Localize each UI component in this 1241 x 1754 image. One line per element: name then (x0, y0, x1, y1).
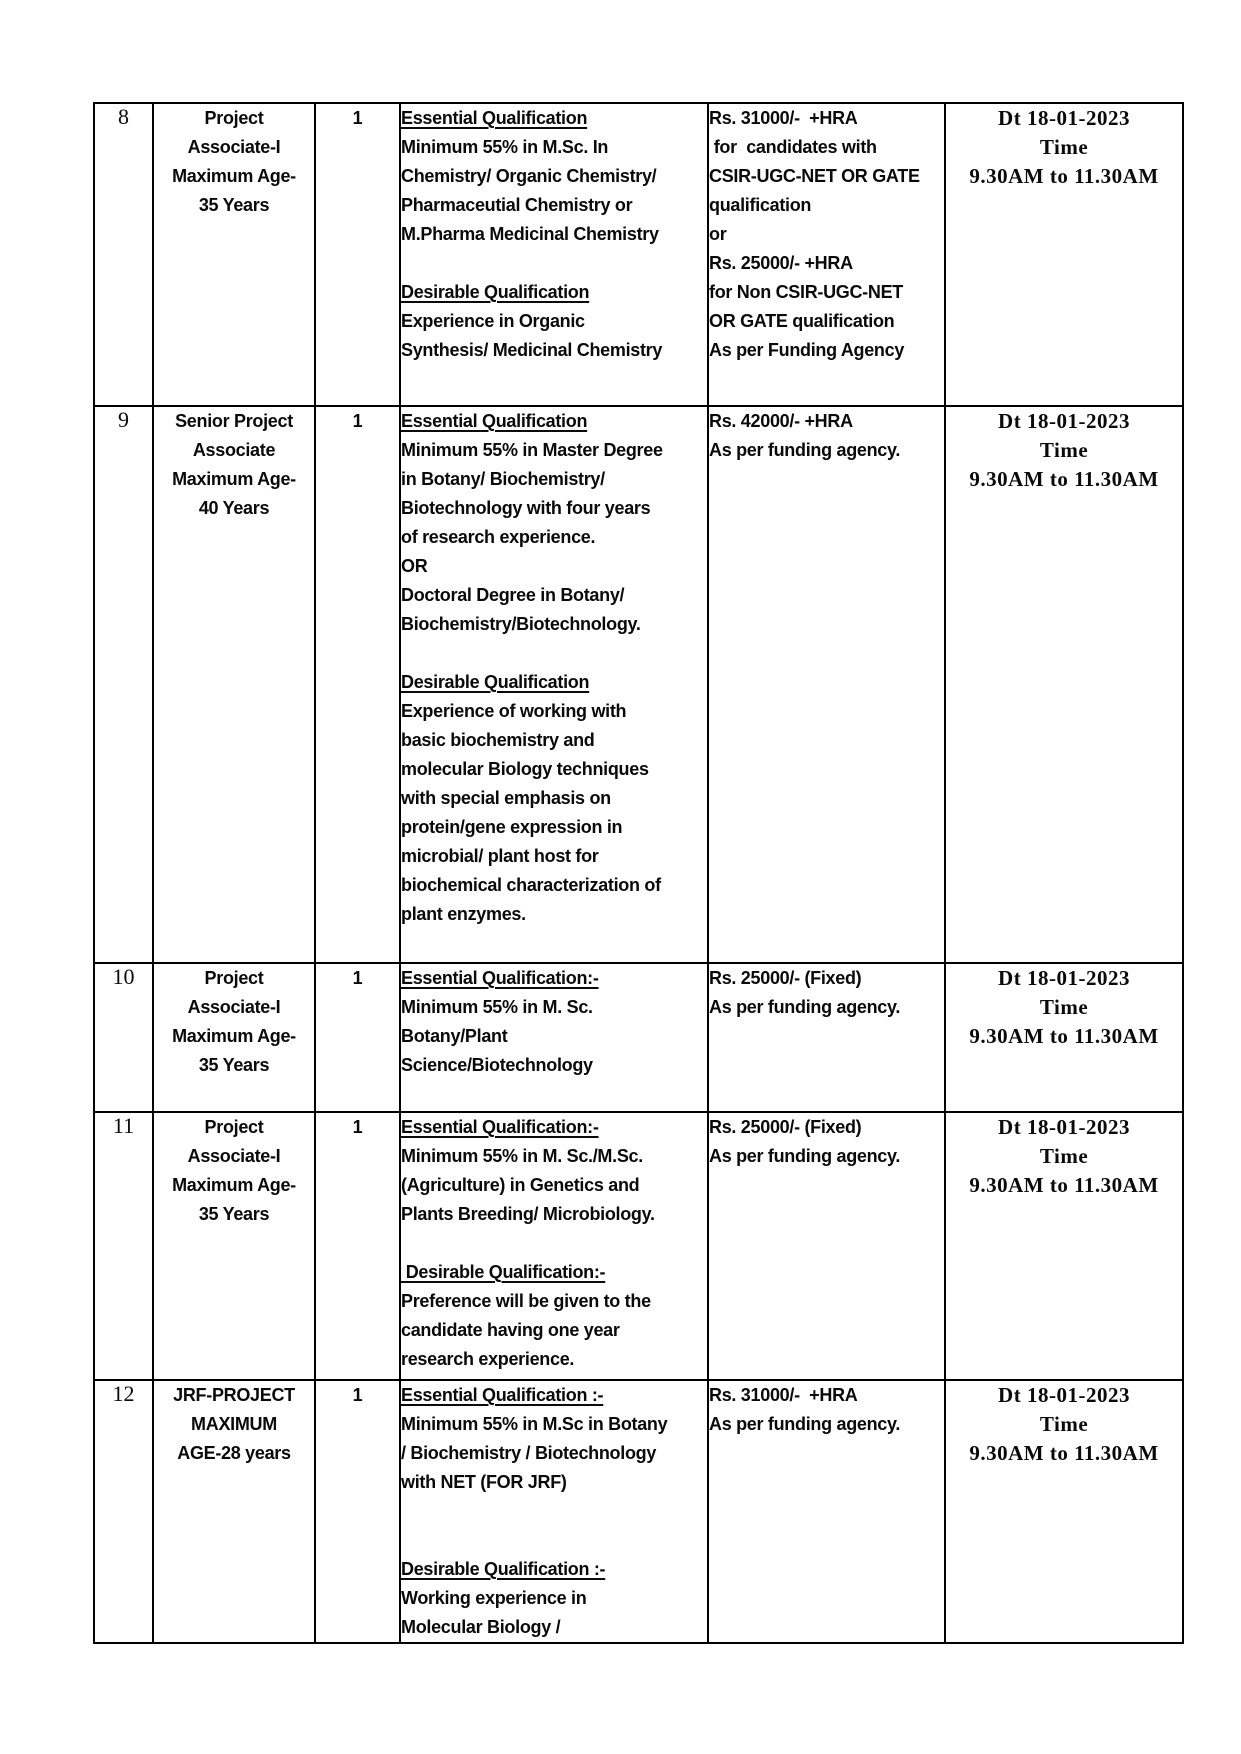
position-cell (153, 1112, 315, 1380)
schedule-line: Dt 18-01-2023 (998, 409, 1130, 433)
table-row (94, 406, 1183, 963)
serial-number-cell (94, 963, 153, 1112)
serial-number-cell (94, 1112, 153, 1380)
qualification-line: / Biochemistry / Biotechnology (401, 1443, 657, 1463)
vacancy-count-cell (315, 1380, 400, 1643)
salary-cell (708, 1112, 945, 1380)
position-line: Associate-I (187, 997, 281, 1017)
qualification-line (401, 639, 707, 668)
serial-number: 9 (118, 407, 129, 432)
schedule-cell (945, 103, 1183, 406)
qualification-line: Essential Qualification :- (401, 1385, 604, 1405)
qualification-line: Essential Qualification:- (401, 968, 599, 988)
schedule-line: 9.30AM to 11.30AM (969, 1441, 1159, 1465)
position-line: 40 Years (198, 498, 270, 518)
position-cell (153, 103, 315, 406)
table-row (94, 1112, 1183, 1380)
schedule-cell (945, 406, 1183, 963)
position-line: Associate-I (187, 1146, 281, 1166)
position-line: Associate-I (187, 137, 281, 157)
schedule-line: Time (1039, 438, 1089, 462)
vacancy-count-cell (315, 406, 400, 963)
schedule-line: Time (1039, 1412, 1089, 1436)
qualification-line: with special emphasis on (401, 788, 611, 808)
qualification-line: Essential Qualification (401, 108, 588, 128)
qualification-line: biochemical characterization of (401, 875, 661, 895)
schedule-cell (945, 963, 1183, 1112)
qualification-line: Minimum 55% in M.Sc. In (401, 137, 609, 157)
position-line: 35 Years (198, 195, 270, 215)
qualification-line: Desirable Qualification :- (401, 1559, 606, 1579)
qualification-line: Desirable Qualification (401, 672, 590, 692)
salary-line: for Non CSIR-UGC-NET (709, 282, 903, 302)
position-line: MAXIMUM (191, 1414, 277, 1434)
qualification-line: OR (401, 556, 428, 576)
qualification-line: Doctoral Degree in Botany/ (401, 585, 625, 605)
position-line: Maximum Age- (172, 469, 296, 489)
position-line: 35 Years (198, 1055, 270, 1075)
salary-line: for candidates with (709, 137, 877, 157)
qualification-line: Botany/Plant (401, 1026, 508, 1046)
position-line: AGE-28 years (177, 1443, 291, 1463)
qualification-line (401, 1229, 707, 1258)
qualification-line: M.Pharma Medicinal Chemistry (401, 224, 659, 244)
vacancy-count-cell (315, 1112, 400, 1380)
qualification-line: candidate having one year (401, 1320, 620, 1340)
vacancy-count-cell (315, 103, 400, 406)
position-line: Project (204, 968, 264, 988)
salary-line: As per funding agency. (709, 1146, 901, 1166)
serial-number-cell (94, 406, 153, 963)
qualification-line: Plants Breeding/ Microbiology. (401, 1204, 655, 1224)
qualification-line: Minimum 55% in M. Sc./M.Sc. (401, 1146, 643, 1166)
qualification-cell (400, 103, 708, 406)
position-line: 35 Years (198, 1204, 270, 1224)
schedule-line: Dt 18-01-2023 (998, 966, 1130, 990)
vacancy-table (93, 102, 1184, 1644)
qualification-line: Biotechnology with four years (401, 498, 651, 518)
qualification-line: Biochemistry/Biotechnology. (401, 614, 641, 634)
qualification-line: Science/Biotechnology (401, 1055, 593, 1075)
salary-line: Rs. 31000/- +HRA (709, 108, 858, 128)
qualification-line: Essential Qualification:- (401, 1117, 599, 1137)
position-line: Maximum Age- (172, 1026, 296, 1046)
qualification-line: (Agriculture) in Genetics and (401, 1175, 640, 1195)
qualification-line: Minimum 55% in Master Degree (401, 440, 663, 460)
schedule-line: Dt 18-01-2023 (998, 106, 1130, 130)
vacancy-count: 1 (352, 968, 363, 988)
qualification-line: Molecular Biology / (401, 1617, 561, 1637)
position-line: Senior Project (175, 411, 293, 431)
qualification-line: Pharmaceutial Chemistry or (401, 195, 633, 215)
qualification-cell (400, 1112, 708, 1380)
qualification-cell (400, 406, 708, 963)
position-line: Project (204, 108, 264, 128)
position-cell (153, 406, 315, 963)
qualification-line: protein/gene expression in (401, 817, 623, 837)
qualification-line: Desirable Qualification:- (401, 1262, 606, 1282)
qualification-line: microbial/ plant host for (401, 846, 599, 866)
position-line: Maximum Age- (172, 1175, 296, 1195)
qualification-line (401, 249, 707, 278)
qualification-cell (400, 963, 708, 1112)
serial-number: 8 (118, 104, 129, 129)
salary-cell (708, 406, 945, 963)
schedule-line: Dt 18-01-2023 (998, 1115, 1130, 1139)
schedule-line: Time (1039, 1144, 1089, 1168)
vacancy-count: 1 (352, 1117, 363, 1137)
salary-line: As per funding agency. (709, 997, 901, 1017)
salary-cell (708, 103, 945, 406)
qualification-line: Chemistry/ Organic Chemistry/ (401, 166, 657, 186)
qualification-line: Desirable Qualification (401, 282, 590, 302)
schedule-cell (945, 1112, 1183, 1380)
qualification-line: Working experience in (401, 1588, 587, 1608)
schedule-line: Time (1039, 135, 1089, 159)
qualification-line: Essential Qualification (401, 411, 588, 431)
qualification-cell (400, 1380, 708, 1643)
qualification-line: Minimum 55% in M. Sc. (401, 997, 593, 1017)
table-row (94, 963, 1183, 1112)
serial-number: 12 (112, 1381, 135, 1406)
serial-number-cell (94, 103, 153, 406)
qualification-line: molecular Biology techniques (401, 759, 649, 779)
qualification-line: Minimum 55% in M.Sc in Botany (401, 1414, 668, 1434)
qualification-line: with NET (FOR JRF) (401, 1472, 567, 1492)
schedule-line: 9.30AM to 11.30AM (969, 467, 1159, 491)
vacancy-count: 1 (352, 108, 363, 128)
qualification-line: Preference will be given to the (401, 1291, 651, 1311)
qualification-line: research experience. (401, 1349, 575, 1369)
salary-line: or (709, 224, 727, 244)
qualification-line: Synthesis/ Medicinal Chemistry (401, 340, 663, 360)
schedule-line: 9.30AM to 11.30AM (969, 164, 1159, 188)
position-line: JRF-PROJECT (173, 1385, 295, 1405)
salary-line: As per funding agency. (709, 440, 901, 460)
vacancy-count: 1 (352, 411, 363, 431)
salary-line: Rs. 31000/- +HRA (709, 1385, 858, 1405)
salary-line: Rs. 42000/- +HRA (709, 411, 853, 431)
schedule-line: 9.30AM to 11.30AM (969, 1024, 1159, 1048)
schedule-line: 9.30AM to 11.30AM (969, 1173, 1159, 1197)
qualification-line (401, 1497, 707, 1526)
serial-number-cell (94, 1380, 153, 1643)
salary-line: As per Funding Agency (709, 340, 905, 360)
qualification-line: plant enzymes. (401, 904, 526, 924)
qualification-line: in Botany/ Biochemistry/ (401, 469, 605, 489)
qualification-line: Experience in Organic (401, 311, 585, 331)
salary-line: OR GATE qualification (709, 311, 895, 331)
serial-number: 11 (112, 1113, 135, 1138)
qualification-line: basic biochemistry and (401, 730, 595, 750)
position-line: Maximum Age- (172, 166, 296, 186)
vacancy-count: 1 (352, 1385, 363, 1405)
salary-cell (708, 1380, 945, 1643)
table-row (94, 103, 1183, 406)
qualification-line (401, 1526, 707, 1555)
salary-line: Rs. 25000/- (Fixed) (709, 1117, 862, 1137)
position-cell (153, 1380, 315, 1643)
vacancy-count-cell (315, 963, 400, 1112)
position-line: Project (204, 1117, 264, 1137)
qualification-line: of research experience. (401, 527, 596, 547)
serial-number: 10 (112, 964, 135, 989)
schedule-cell (945, 1380, 1183, 1643)
salary-line: Rs. 25000/- +HRA (709, 253, 853, 273)
salary-cell (708, 963, 945, 1112)
schedule-line: Time (1039, 995, 1089, 1019)
position-line: Associate (192, 440, 276, 460)
position-cell (153, 963, 315, 1112)
table-row (94, 1380, 1183, 1643)
salary-line: Rs. 25000/- (Fixed) (709, 968, 862, 988)
qualification-line: Experience of working with (401, 701, 627, 721)
schedule-line: Dt 18-01-2023 (998, 1383, 1130, 1407)
salary-line: As per funding agency. (709, 1414, 901, 1434)
salary-line: CSIR-UGC-NET OR GATE (709, 166, 920, 186)
salary-line: qualification (709, 195, 812, 215)
